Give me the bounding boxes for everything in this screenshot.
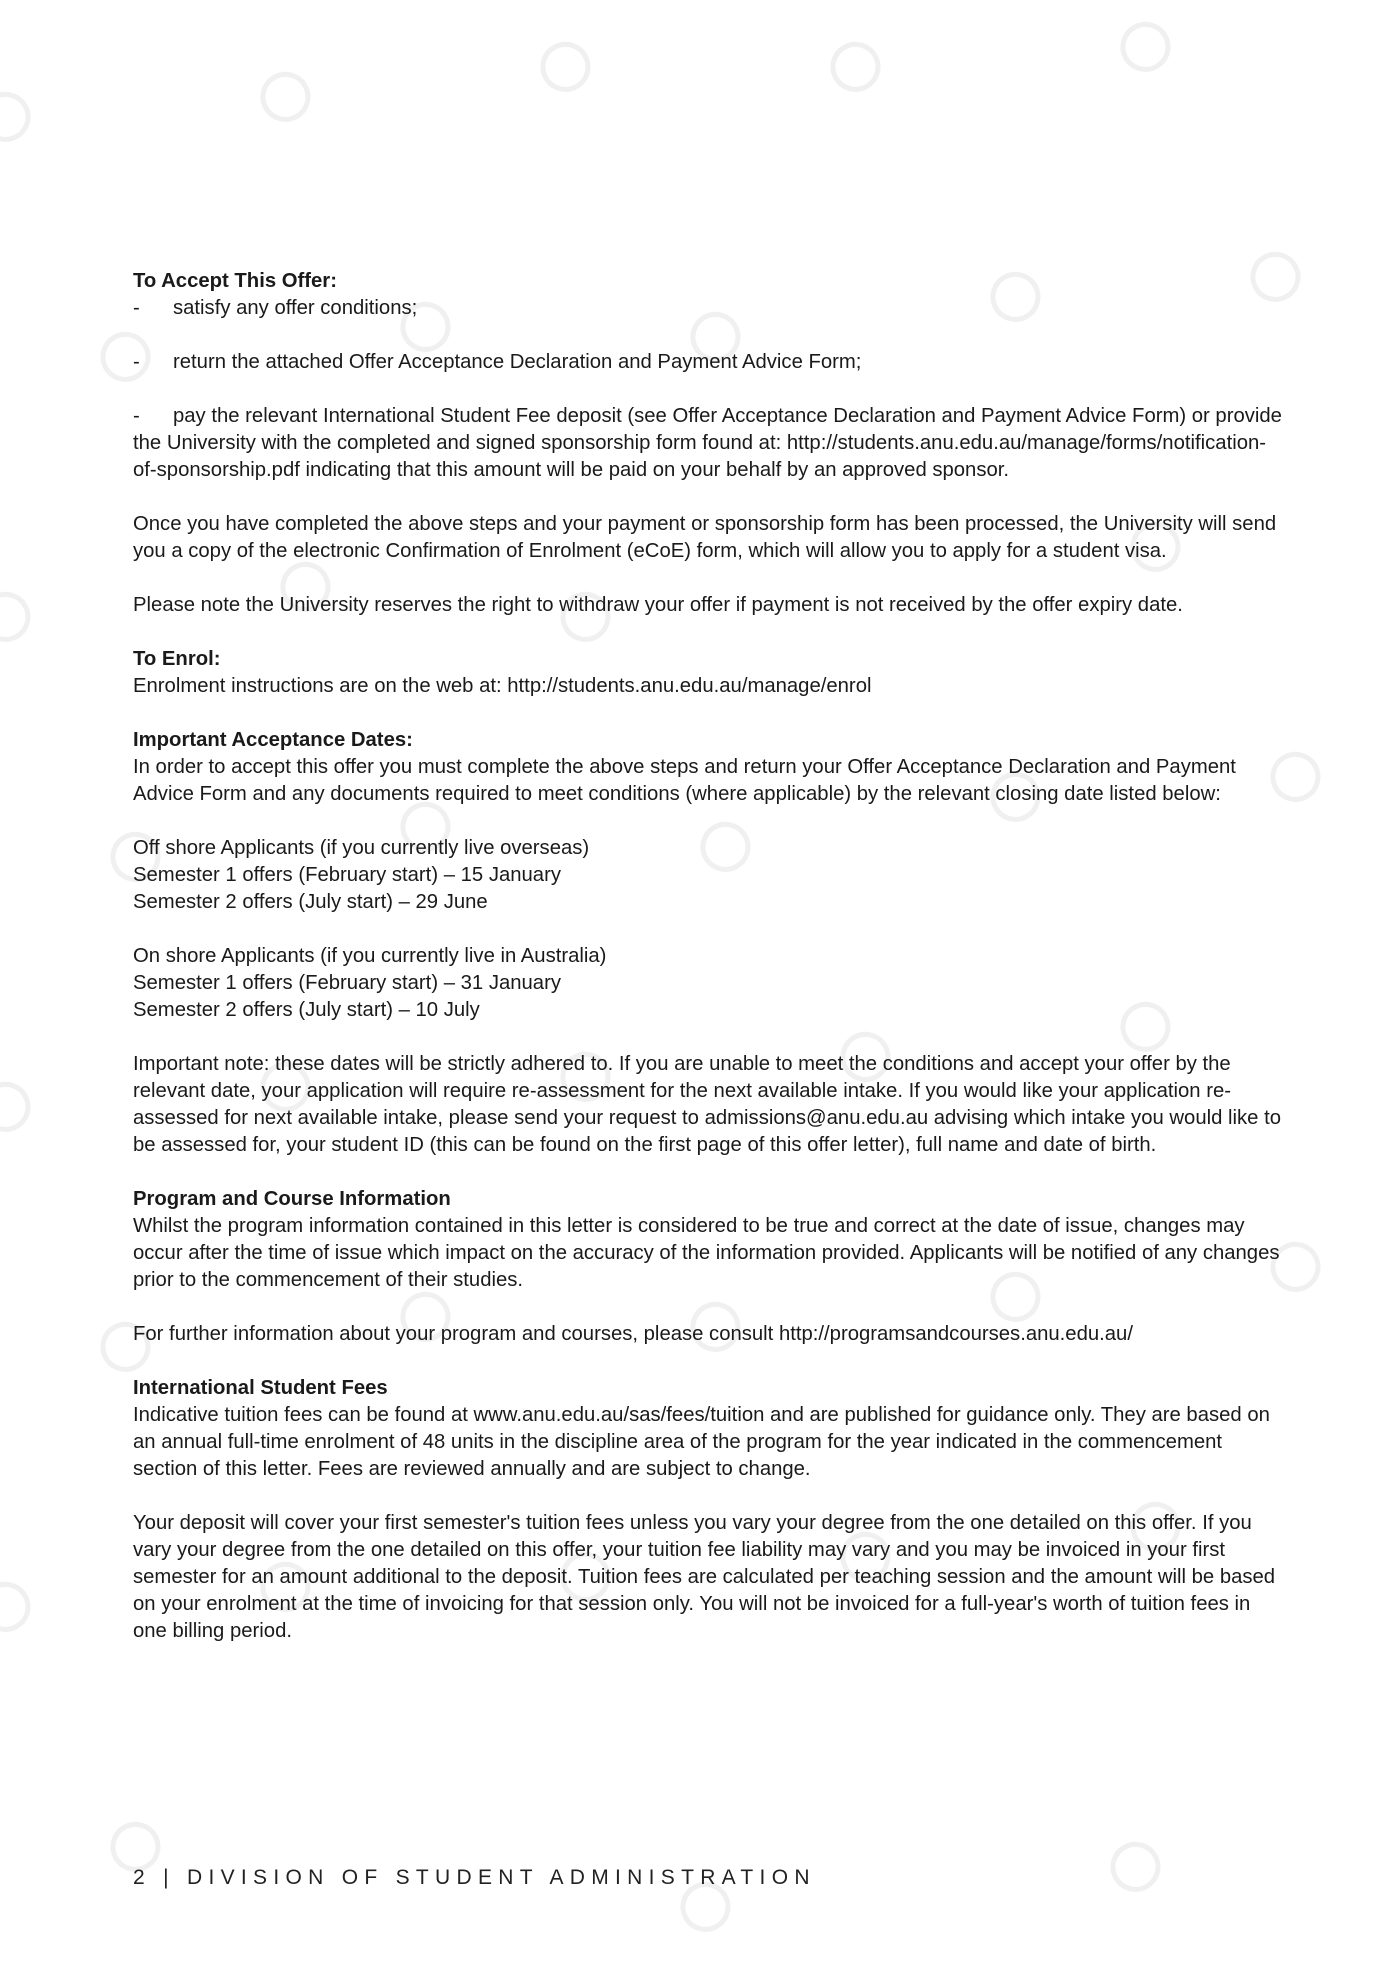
acceptance-dates-intro: In order to accept this offer you must complete the above steps and return your Offer Acceptance Declaration and Payment Advice Form and any documents required to meet conditions (where applicable) by the relevant closing date listed below: — [133, 756, 1236, 805]
watermark-logo-icon — [1102, 1829, 1177, 1900]
important-note: Important note: these dates will be strictly adhered to. If you are unable to meet the conditions and accept your offer by the relevant date, your application will require re-assessment for the next available intake. If you would like your application re-assessed for next available intake, please send your request to admissions@anu.edu.au advising which intake you would like to be assessed for, your student ID (this can be found on the first page of this offer letter), full name and date of birth. — [133, 1053, 1281, 1156]
withdraw-paragraph: Please note the University reserves the right to withdraw your offer if payment is not received by the offer expiry date. — [133, 594, 1183, 616]
bullet-dash: - — [133, 297, 140, 319]
bullet-item — [133, 349, 1283, 376]
bullet-item — [133, 403, 1283, 484]
page-footer: 2 | DIVISION OF STUDENT ADMINISTRATION — [133, 1866, 816, 1889]
enrol-text: Enrolment instructions are on the web at: http://students.anu.edu.au/manage/enrol — [133, 675, 872, 697]
program-paragraph-1: Whilst the program information contained in this letter is considered to be true and correct at the date of issue, changes may occur after the time of issue which impact on the accuracy of the information provided. Applicants will be notified of any changes prior to the commencement of their studies. — [133, 1215, 1280, 1291]
offshore-semester-1: Semester 1 offers (February start) – 15 January — [133, 864, 561, 886]
bullet-dash: - — [133, 351, 140, 373]
program-section — [133, 1186, 1283, 1348]
ecoe-paragraph: Once you have completed the above steps and your payment or sponsorship form has been processed, the University will send you a copy of the electronic Confirmation of Enrolment (eCoE) form, which will allow you to apply for a student visa. — [133, 513, 1277, 562]
program-paragraph-2: For further information about your program and courses, please consult http://programsandcourses.anu.edu.au/ — [133, 1323, 1133, 1345]
program-heading: Program and Course Information — [133, 1188, 451, 1210]
watermark-logo-icon — [532, 29, 607, 100]
letter-body — [133, 268, 1283, 1672]
bullet-text: satisfy any offer conditions; — [173, 297, 418, 319]
offshore-dates — [133, 835, 1283, 916]
bullet-dash: - — [133, 405, 140, 427]
bullet-text: pay the relevant International Student Fee deposit (see Offer Acceptance Declaration and Payment Advice Form) or provide the University with the completed and signed sponsorship form found at: http://students.anu.edu.au/manage/forms/notification-of-sponsorship.pdf indicating that this amount will be paid on your behalf by an approved sponsor. — [133, 405, 1282, 481]
fees-section — [133, 1375, 1283, 1645]
fees-heading: International Student Fees — [133, 1377, 388, 1399]
fees-paragraph-1: Indicative tuition fees can be found at www.anu.edu.au/sas/fees/tuition and are published for guidance only. They are based on an annual full-time enrolment of 48 units in the discipline area of the program for the year indicated in the commencement section of this letter. Fees are reviewed annually and are subject to change. — [133, 1404, 1270, 1480]
onshore-semester-1: Semester 1 offers (February start) – 31 January — [133, 972, 561, 994]
watermark-logo-icon — [0, 1569, 46, 1640]
watermark-logo-icon — [0, 579, 46, 650]
watermark-logo-icon — [0, 79, 46, 150]
onshore-title: On shore Applicants (if you currently live in Australia) — [133, 945, 607, 967]
enrol-heading: To Enrol: — [133, 648, 221, 670]
watermark-logo-icon — [252, 59, 327, 130]
watermark-logo-icon — [1112, 9, 1187, 80]
watermark-logo-icon — [822, 29, 897, 100]
accept-offer-section — [133, 268, 1283, 619]
enrol-section — [133, 646, 1283, 700]
bullet-text: return the attached Offer Acceptance Declaration and Payment Advice Form; — [173, 351, 862, 373]
acceptance-dates-section — [133, 727, 1283, 1159]
offshore-semester-2: Semester 2 offers (July start) – 29 June — [133, 891, 488, 913]
watermark-logo-icon — [0, 1069, 46, 1140]
onshore-semester-2: Semester 2 offers (July start) – 10 July — [133, 999, 480, 1021]
fees-paragraph-2: Your deposit will cover your first semester's tuition fees unless you vary your degree from the one detailed on this offer. If you vary your degree from the one detailed on this offer, your tuition fee liability may vary and you may be invoiced in your first semester for an amount additional to the deposit. Tuition fees are calculated per teaching session and the amount will be based on your enrolment at the time of invoicing for that session only. You will not be invoiced for a full-year's worth of tuition fees in one billing period. — [133, 1512, 1276, 1642]
offshore-title: Off shore Applicants (if you currently live overseas) — [133, 837, 590, 859]
bullet-item — [133, 295, 1283, 322]
accept-offer-heading: To Accept This Offer: — [133, 270, 337, 292]
onshore-dates — [133, 943, 1283, 1024]
acceptance-dates-heading: Important Acceptance Dates: — [133, 729, 413, 751]
